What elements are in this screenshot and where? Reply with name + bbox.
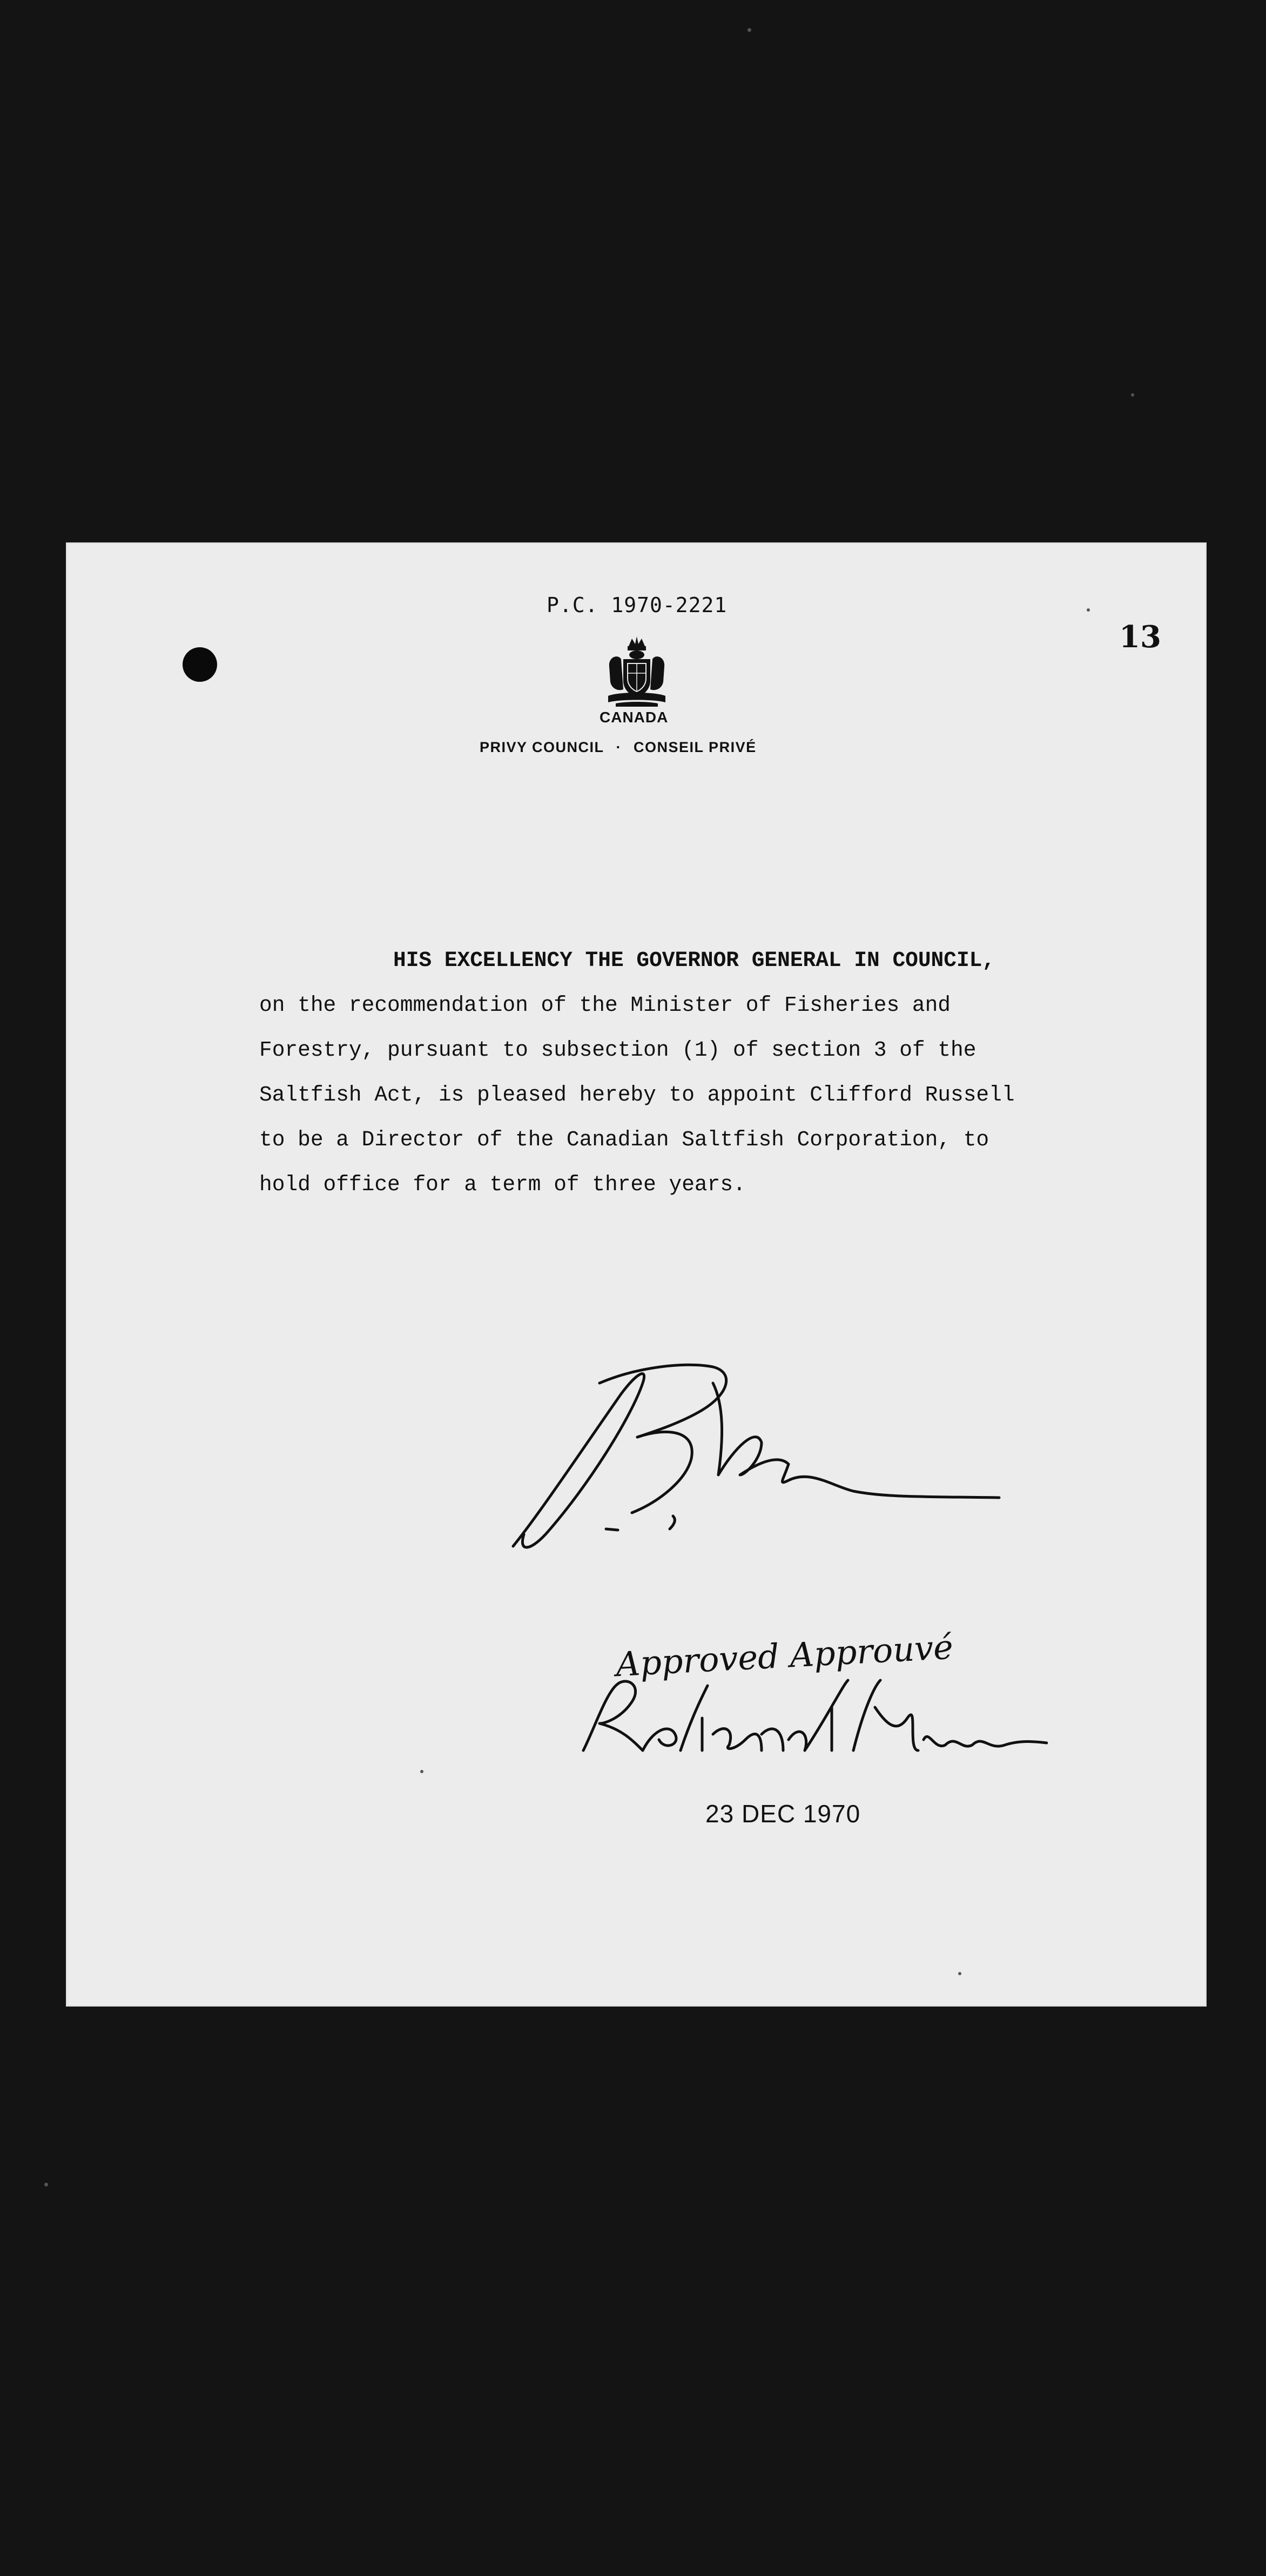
dust-speck — [420, 1770, 423, 1773]
council-english: PRIVY COUNCIL — [480, 739, 604, 755]
coat-of-arms-icon — [603, 635, 671, 707]
page-number: 13 — [1119, 619, 1161, 655]
approved-label: Approved Approuvé — [615, 1627, 954, 1685]
letterhead-country: CANADA — [600, 709, 669, 726]
punch-hole — [183, 647, 217, 682]
approval-date-stamp: 23 DEC 1970 — [705, 1800, 861, 1828]
order-line: Forestry, pursuant to subsection (1) of section 3 of the — [259, 1038, 977, 1062]
order-line: Saltfish Act, is pleased hereby to appoint Clifford Russell — [259, 1083, 1015, 1107]
letterhead-council — [480, 739, 757, 756]
order-line: on the recommendation of the Minister of Fisheries and — [259, 993, 951, 1017]
dust-speck — [44, 2183, 48, 2186]
order-line: hold office for a term of three years. — [259, 1172, 746, 1197]
order-body — [259, 938, 1102, 1207]
document-page — [66, 542, 1207, 2007]
dust-speck — [958, 1972, 961, 1975]
order-line — [259, 938, 1102, 983]
order-reference-number: P.C. 1970-2221 — [547, 593, 728, 617]
dust-speck — [1131, 393, 1134, 397]
governor-general-signature-icon — [573, 1675, 1048, 1756]
dust-speck — [748, 28, 751, 32]
council-separator: · — [616, 739, 622, 755]
council-french: CONSEIL PRIVÉ — [634, 739, 757, 755]
order-line: to be a Director of the Canadian Saltfish Corporation, to — [259, 1128, 989, 1152]
prime-minister-signature — [508, 1351, 1005, 1561]
order-line-text: HIS EXCELLENCY THE GOVERNOR GENERAL IN COUNCIL, — [393, 948, 995, 972]
dust-speck — [1087, 608, 1090, 612]
